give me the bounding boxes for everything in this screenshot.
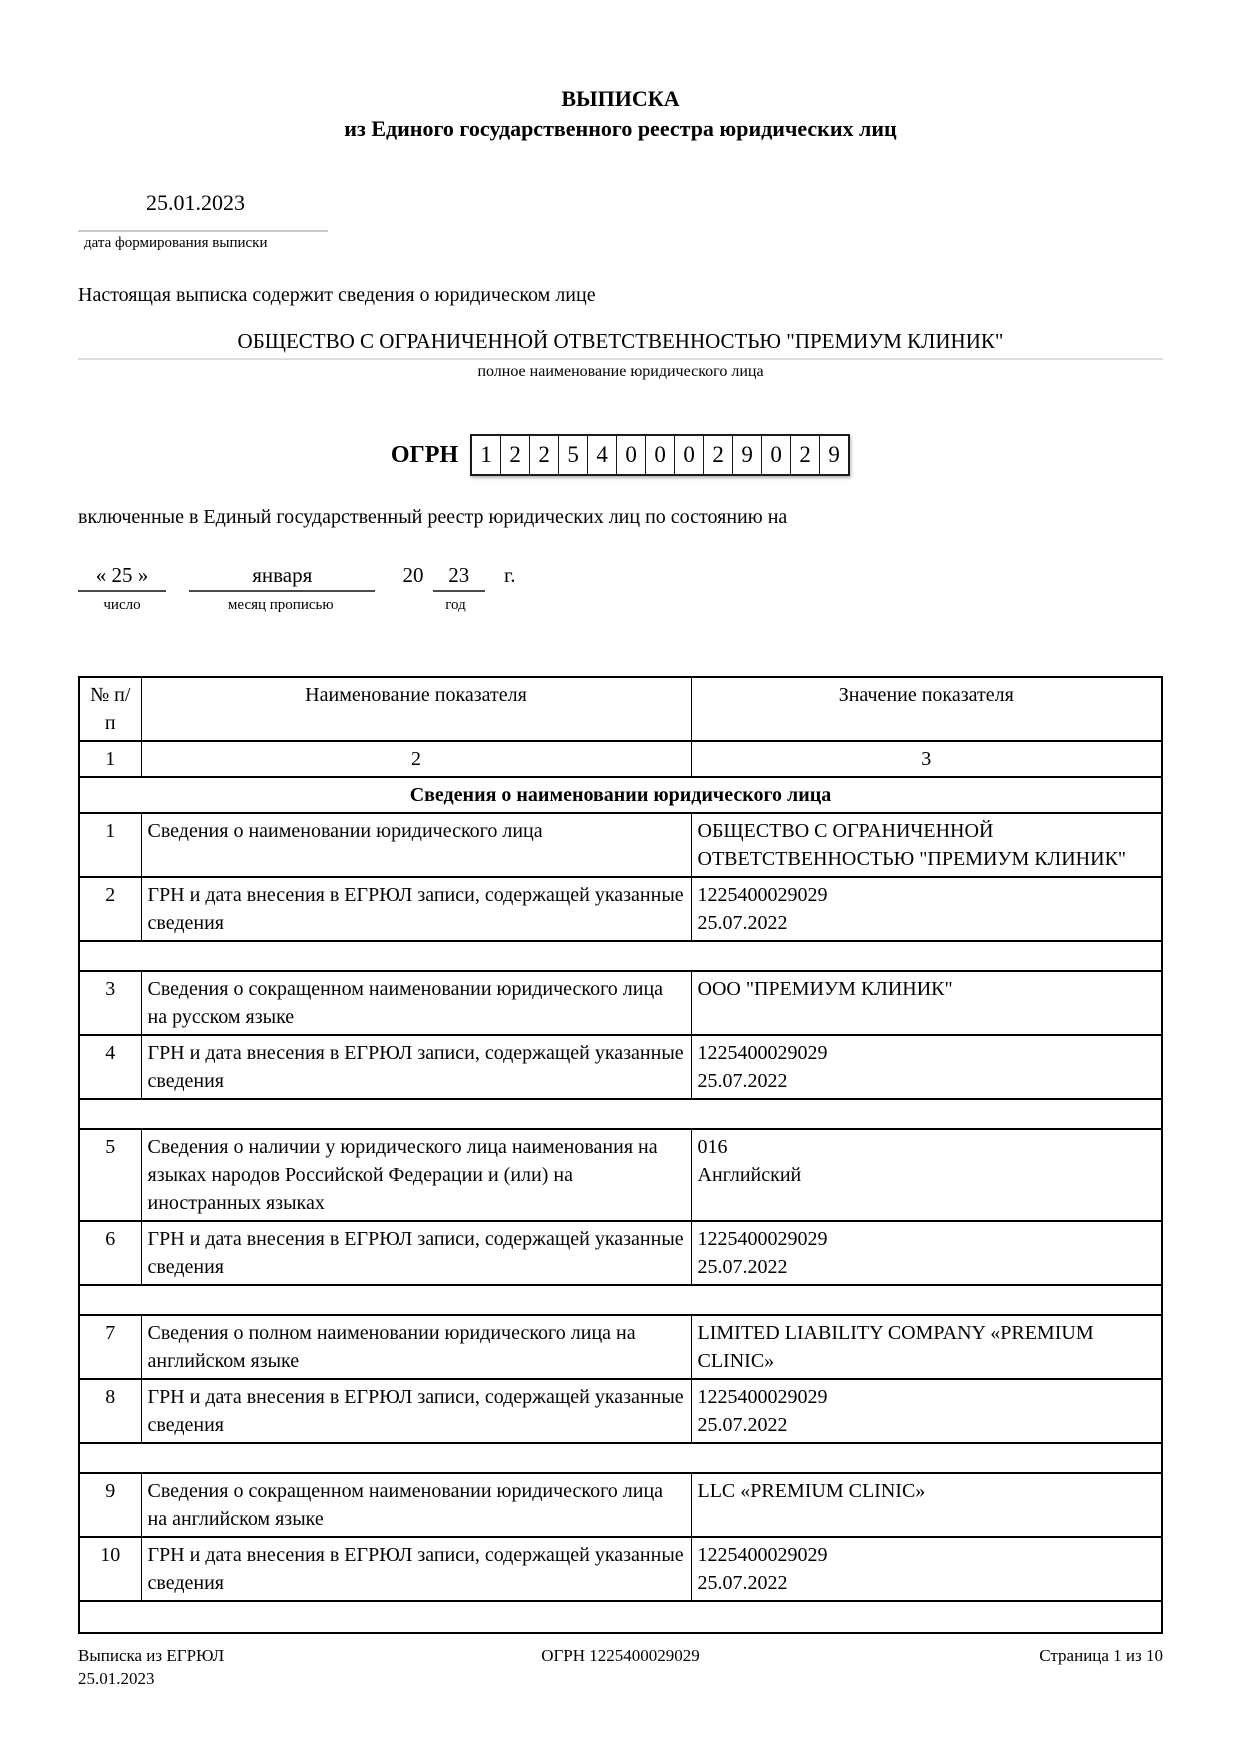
row-number: 5 [79,1129,141,1221]
spacer-row [79,1285,1162,1315]
company-name-label: полное наименование юридического лица [477,363,764,380]
section-title-row [79,777,1162,813]
row-value-line: ООО "ПРЕМИУМ КЛИНИК" [697,978,953,1000]
footer-doc-type: Выписка из ЕГРЮЛ [78,1646,225,1665]
page-footer [78,1644,1163,1690]
row-value-line: 016 [697,1136,728,1158]
ogrn-digit: 4 [587,436,616,474]
table-row [79,1221,1162,1285]
formation-date: 25.01.2023 [146,190,245,215]
details-table [78,676,1163,1634]
row-number: 7 [79,1315,141,1379]
colnum-1: 1 [79,741,141,777]
row-value [691,813,1162,877]
month-value: января [189,562,375,592]
row-value [691,1129,1162,1221]
row-value [691,1221,1162,1285]
section-title: Сведения о наименовании юридического лица [79,777,1162,813]
colnum-3: 3 [691,741,1162,777]
ogrn-digit: 9 [732,436,761,474]
ogrn-digit-boxes [470,434,850,476]
footer-ogrn: ОГРН 1225400029029 [541,1646,700,1665]
row-name: Сведения о наименовании юридического лица [141,813,691,877]
row-name: ГРН и дата внесения в ЕГРЮЛ записи, содержащей указанные сведения [141,1537,691,1601]
table-row [79,1379,1162,1443]
ogrn-digit: 0 [761,436,790,474]
row-name: ГРН и дата внесения в ЕГРЮЛ записи, содержащей указанные сведения [141,1035,691,1099]
included-line: включенные в Единый государственный реестр юридических лиц по состоянию на [78,506,788,528]
row-number: 1 [79,813,141,877]
ogrn-label: ОГРН [390,441,459,468]
row-value [691,971,1162,1035]
month-label: месяц прописью [227,597,334,613]
formation-date-label: дата формирования выписки [84,235,268,251]
spacer-row [79,1443,1162,1473]
row-value-line: 1225400029029 [697,1544,828,1566]
row-number: 9 [79,1473,141,1537]
table-row [79,1315,1162,1379]
row-name: Сведения о сокращенном наименовании юридического лица на английском языке [141,1473,691,1537]
row-value-line: 1225400029029 [697,884,828,906]
row-value-line: 25.07.2022 [697,1070,788,1092]
year-label: год [445,597,466,613]
row-value-line: ОБЩЕСТВО С ОГРАНИЧЕННОЙ ОТВЕТСТВЕННОСТЬЮ "ПРЕМИУМ КЛИНИК" [697,820,1127,870]
as-of-date-line [78,562,1163,592]
ogrn-digit: 2 [790,436,819,474]
row-value [691,877,1162,941]
table-row [79,813,1162,877]
ogrn-digit: 0 [645,436,674,474]
day-label: число [103,597,141,613]
table-row [79,1537,1162,1601]
document-subtitle: из Единого государственного реестра юридических лиц [344,116,897,141]
table-row [79,971,1162,1035]
table-row [79,877,1162,941]
header-value: Значение показателя [691,677,1162,741]
ogrn-digit: 5 [558,436,587,474]
ogrn-digit: 2 [703,436,732,474]
ogrn-row [78,434,1163,476]
table-row [79,1129,1162,1221]
row-value-line: LLC «PREMIUM CLINIC» [697,1480,926,1502]
row-name: Сведения о сокращенном наименовании юридического лица на русском языке [141,971,691,1035]
header-name: Наименование показателя [141,677,691,741]
row-name: ГРН и дата внесения в ЕГРЮЛ записи, содержащей указанные сведения [141,1379,691,1443]
company-full-name: ОБЩЕСТВО С ОГРАНИЧЕННОЙ ОТВЕТСТВЕННОСТЬЮ "ПРЕМИУМ КЛИНИК" [78,328,1163,360]
row-name: ГРН и дата внесения в ЕГРЮЛ записи, содержащей указанные сведения [141,877,691,941]
row-value-line: 25.07.2022 [697,912,788,934]
row-name: ГРН и дата внесения в ЕГРЮЛ записи, содержащей указанные сведения [141,1221,691,1285]
row-number: 3 [79,971,141,1035]
intro-line: Настоящая выписка содержит сведения о юридическом лице [78,284,596,306]
row-value [691,1315,1162,1379]
year-value: 23 [433,562,485,592]
table-row [79,1473,1162,1537]
row-number: 8 [79,1379,141,1443]
row-number: 10 [79,1537,141,1601]
colnum-2: 2 [141,741,691,777]
column-numbers-row [79,741,1162,777]
footer-doc-date: 25.01.2023 [78,1669,155,1688]
ogrn-digit: 0 [616,436,645,474]
footer-left [78,1644,417,1690]
ogrn-digit: 9 [819,436,848,474]
row-number: 6 [79,1221,141,1285]
row-number: 2 [79,877,141,941]
row-value-line: 1225400029029 [697,1228,828,1250]
day-value: « 25 » [78,562,166,592]
ogrn-digit: 2 [529,436,558,474]
empty-bottom-row [79,1601,1162,1633]
ogrn-digit: 2 [500,436,529,474]
century-value: 20 [402,563,424,587]
table-header-row [79,677,1162,741]
ogrn-digit: 0 [674,436,703,474]
formation-date-underline [78,230,328,252]
as-of-date-labels [78,596,1163,614]
row-name: Сведения о полном наименовании юридического лица на английском языке [141,1315,691,1379]
row-value-line: 25.07.2022 [697,1256,788,1278]
row-value-line: 25.07.2022 [697,1572,788,1594]
row-value-line: 1225400029029 [697,1386,828,1408]
row-value-line: LIMITED LIABILITY COMPANY «PREMIUM CLINIC» [697,1322,1094,1372]
year-suffix: г. [504,563,516,587]
row-value [691,1379,1162,1443]
row-value [691,1035,1162,1099]
ogrn-digit: 1 [480,442,492,467]
row-value-line: Английский [697,1164,802,1186]
row-value [691,1473,1162,1537]
row-value-line: 1225400029029 [697,1042,828,1064]
row-value-line: 25.07.2022 [697,1414,788,1436]
row-name: Сведения о наличии у юридического лица наименования на языках народов Российской Федерации и (или) на иностранных языках [141,1129,691,1221]
spacer-row [79,941,1162,971]
document-title: ВЫПИСКА [561,86,680,111]
header-num: № п/п [79,677,141,741]
spacer-row [79,1099,1162,1129]
footer-page-number: Страница 1 из 10 [1039,1646,1163,1665]
row-value [691,1537,1162,1601]
row-number: 4 [79,1035,141,1099]
table-row [79,1035,1162,1099]
